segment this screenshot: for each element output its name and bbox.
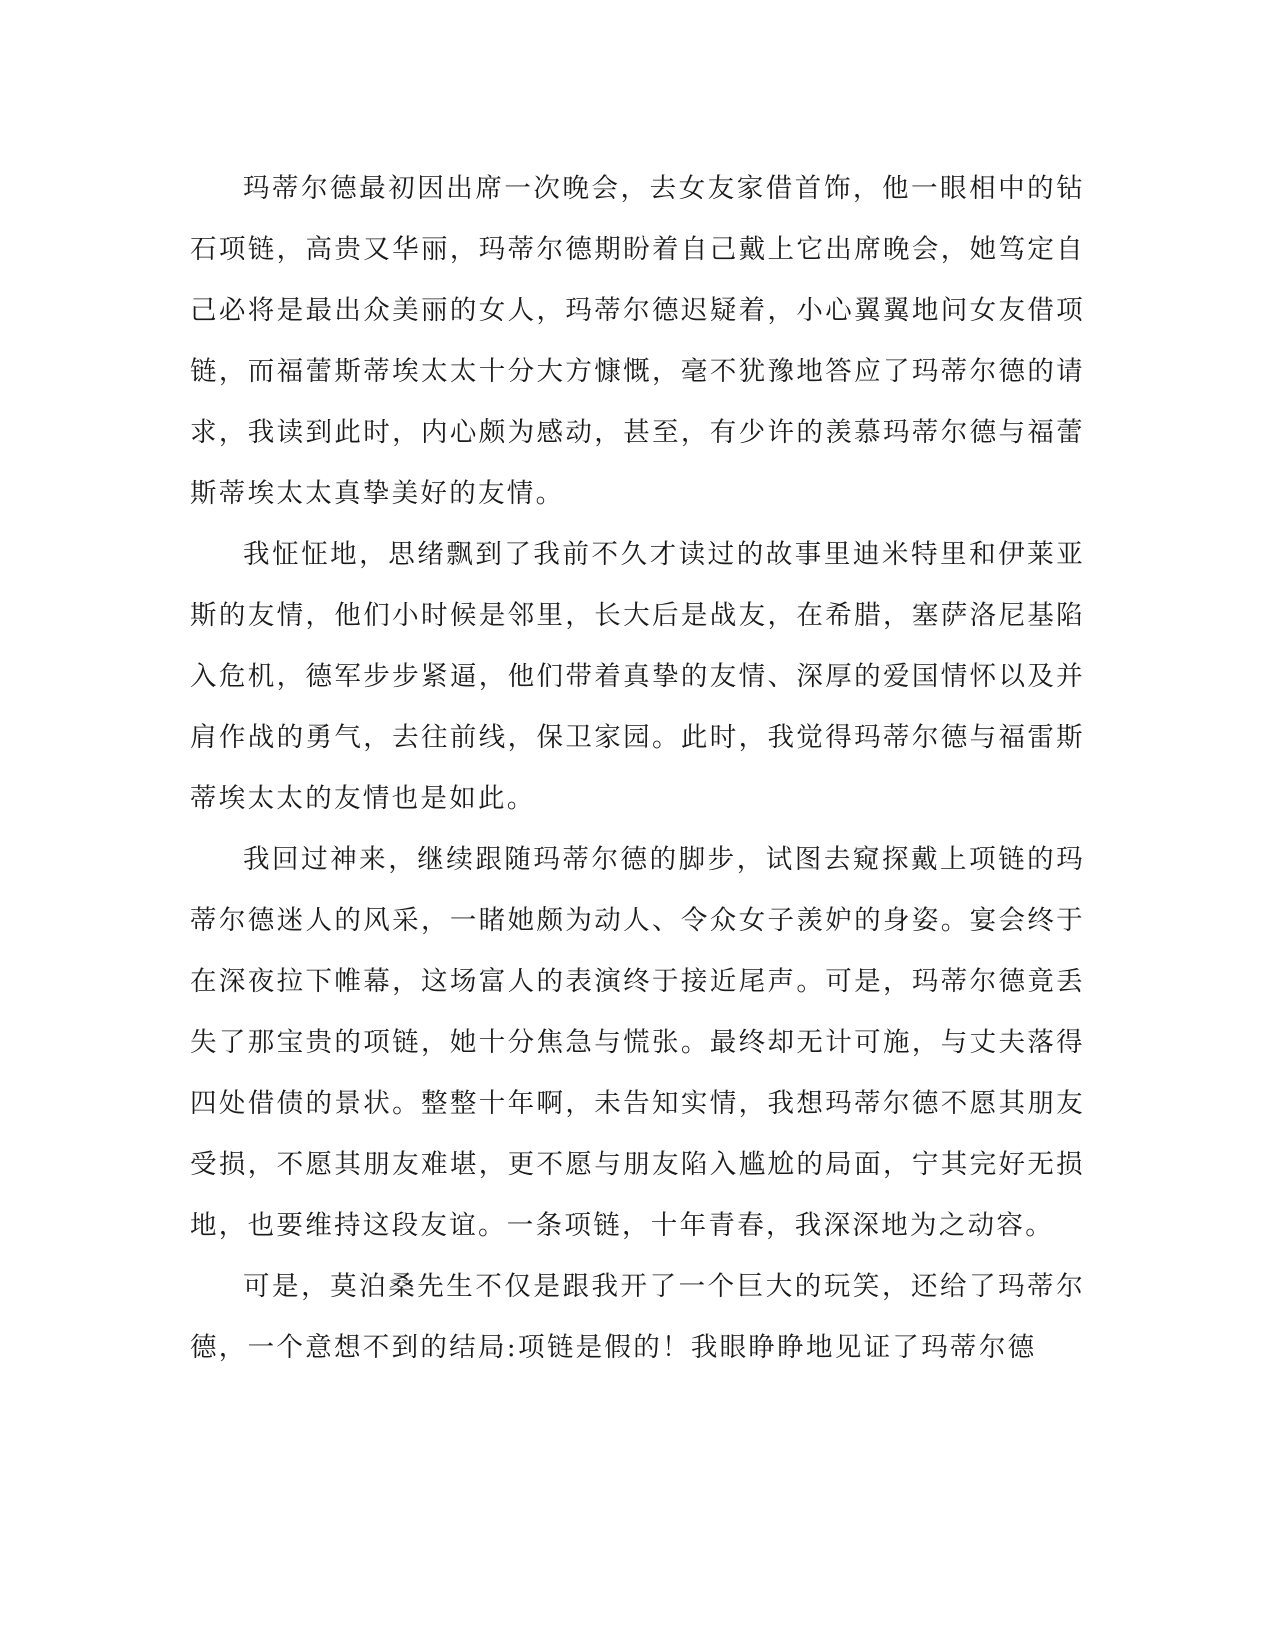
document-body [190, 158, 1085, 1378]
paragraph-3: 我回过神来，继续跟随玛蒂尔德的脚步，试图去窥探戴上项链的玛蒂尔德迷人的风采，一睹她颇为动人、令众女子羡妒的身姿。宴会终于在深夜拉下帷幕，这场富人的表演终于接近尾声。可是，玛蒂尔德竟丢失了那宝贵的项链，她十分焦急与慌张。最终却无计可施，与丈夫落得四处借债的景状。整整十年啊，未告知实情，我想玛蒂尔德不愿其朋友受损，不愿其朋友难堪，更不愿与朋友陷入尴尬的局面，宁其完好无损地，也要维持这段友谊。一条项链，十年青春，我深深地为之动容。 [190, 844, 1085, 1241]
paragraph-2: 我怔怔地，思绪飘到了我前不久才读过的故事里迪米特里和伊莱亚斯的友情，他们小时候是邻里，长大后是战友，在希腊，塞萨洛尼基陷入危机，德军步步紧逼，他们带着真挚的友情、深厚的爱国情怀以及并肩作战的勇气，去往前线，保卫家园。此时，我觉得玛蒂尔德与福雷斯蒂埃太太的友情也是如此。 [190, 539, 1085, 814]
paragraph-4: 可是，莫泊桑先生不仅是跟我开了一个巨大的玩笑，还给了玛蒂尔德，一个意想不到的结局:项链是假的！我眼睁睁地见证了玛蒂尔德 [190, 1271, 1085, 1363]
paragraph-1: 玛蒂尔德最初因出席一次晚会，去女友家借首饰，他一眼相中的钻石项链，高贵又华丽，玛蒂尔德期盼着自己戴上它出席晚会，她笃定自己必将是最出众美丽的女人，玛蒂尔德迟疑着，小心翼翼地问女友借项链，而福蕾斯蒂埃太太十分大方慷慨，毫不犹豫地答应了玛蒂尔德的请求，我读到此时，内心颇为感动，甚至，有少许的羡慕玛蒂尔德与福蕾斯蒂埃太太真挚美好的友情。 [190, 173, 1085, 509]
